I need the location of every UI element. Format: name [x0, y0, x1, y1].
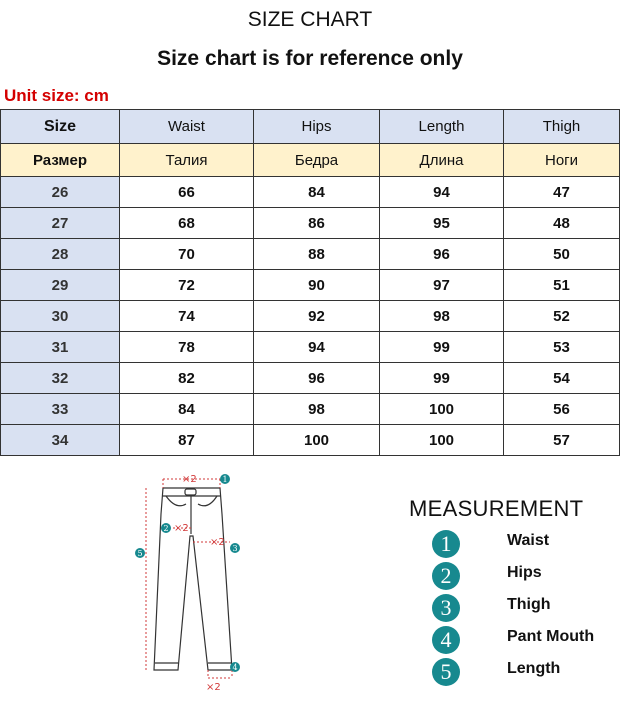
table-row: [1, 208, 620, 239]
legend-label: Pant Mouth: [507, 628, 595, 645]
value-cell: 96: [254, 363, 380, 394]
size-cell: 31: [1, 332, 120, 363]
marker-label: 5: [137, 549, 143, 558]
number-3-icon: 3: [432, 594, 460, 622]
table-row: [1, 270, 620, 301]
header-cell: Waist: [120, 110, 254, 144]
waist-mark: ×2: [182, 474, 197, 485]
header-cell: Length: [380, 110, 504, 144]
table-row: [1, 332, 620, 363]
table-row: [1, 301, 620, 332]
table-row: [1, 425, 620, 456]
table-row: [1, 239, 620, 270]
value-cell: 54: [504, 363, 620, 394]
marker-label: 2: [163, 524, 169, 533]
table-row: [1, 363, 620, 394]
size-cell: 34: [1, 425, 120, 456]
value-cell: 98: [254, 394, 380, 425]
header-cell: Ноги: [504, 144, 620, 177]
header-cell: Thigh: [504, 110, 620, 144]
size-cell: 26: [1, 177, 120, 208]
value-cell: 92: [254, 301, 380, 332]
header-cell: Size: [1, 110, 120, 144]
value-cell: 99: [380, 363, 504, 394]
number-1-icon: 1: [432, 530, 460, 558]
legend-label: Length: [507, 660, 561, 677]
size-cell: 30: [1, 301, 120, 332]
header-cell: Размер: [1, 144, 120, 177]
number-4-icon: 4: [432, 626, 460, 654]
page-subtitle: Size chart is for reference only: [157, 47, 463, 70]
value-cell: 97: [380, 270, 504, 301]
unit-label: Unit size: cm: [4, 86, 109, 105]
size-table: [0, 109, 620, 456]
pants-diagram: [128, 470, 250, 696]
value-cell: 94: [380, 177, 504, 208]
value-cell: 68: [120, 208, 254, 239]
table-row: [1, 177, 620, 208]
measure-lines: [146, 479, 232, 678]
value-cell: 86: [254, 208, 380, 239]
header-row-english: [1, 110, 620, 144]
value-cell: 50: [504, 239, 620, 270]
value-cell: 53: [504, 332, 620, 363]
table-row: [1, 394, 620, 425]
marker-label: 3: [232, 544, 238, 553]
legend-label: Waist: [507, 532, 550, 549]
value-cell: 100: [380, 425, 504, 456]
size-cell: 29: [1, 270, 120, 301]
number-2-icon: 2: [432, 562, 460, 590]
marker-label: 4: [232, 663, 238, 672]
value-cell: 66: [120, 177, 254, 208]
value-cell: 52: [504, 301, 620, 332]
value-cell: 78: [120, 332, 254, 363]
header-row-russian: [1, 144, 620, 177]
header-cell: Длина: [380, 144, 504, 177]
value-cell: 48: [504, 208, 620, 239]
value-cell: 51: [504, 270, 620, 301]
value-cell: 98: [380, 301, 504, 332]
marker-label: 1: [222, 475, 228, 484]
legend-label: Hips: [507, 564, 542, 581]
value-cell: 87: [120, 425, 254, 456]
header-cell: Hips: [254, 110, 380, 144]
value-cell: 57: [504, 425, 620, 456]
page-title: SIZE CHART: [247, 8, 373, 31]
size-cell: 33: [1, 394, 120, 425]
value-cell: 56: [504, 394, 620, 425]
value-cell: 94: [254, 332, 380, 363]
hips-mark: ×2: [174, 523, 189, 534]
value-cell: 47: [504, 177, 620, 208]
size-cell: 28: [1, 239, 120, 270]
header-cell: Бедра: [254, 144, 380, 177]
value-cell: 84: [254, 177, 380, 208]
value-cell: 74: [120, 301, 254, 332]
value-cell: 95: [380, 208, 504, 239]
value-cell: 70: [120, 239, 254, 270]
value-cell: 82: [120, 363, 254, 394]
number-5-icon: 5: [432, 658, 460, 686]
value-cell: 99: [380, 332, 504, 363]
diagram-markers: [135, 474, 240, 672]
value-cell: 88: [254, 239, 380, 270]
legend-label: Thigh: [507, 596, 551, 613]
pants-outline-icon: [154, 488, 232, 670]
value-cell: 100: [254, 425, 380, 456]
mouth-mark: ×2: [206, 682, 221, 693]
size-cell: 27: [1, 208, 120, 239]
value-cell: 100: [380, 394, 504, 425]
value-cell: 90: [254, 270, 380, 301]
thigh-mark: ×2: [210, 537, 225, 548]
value-cell: 96: [380, 239, 504, 270]
size-cell: 32: [1, 363, 120, 394]
value-cell: 84: [120, 394, 254, 425]
header-cell: Талия: [120, 144, 254, 177]
value-cell: 72: [120, 270, 254, 301]
measurement-title: MEASUREMENT: [409, 496, 584, 521]
